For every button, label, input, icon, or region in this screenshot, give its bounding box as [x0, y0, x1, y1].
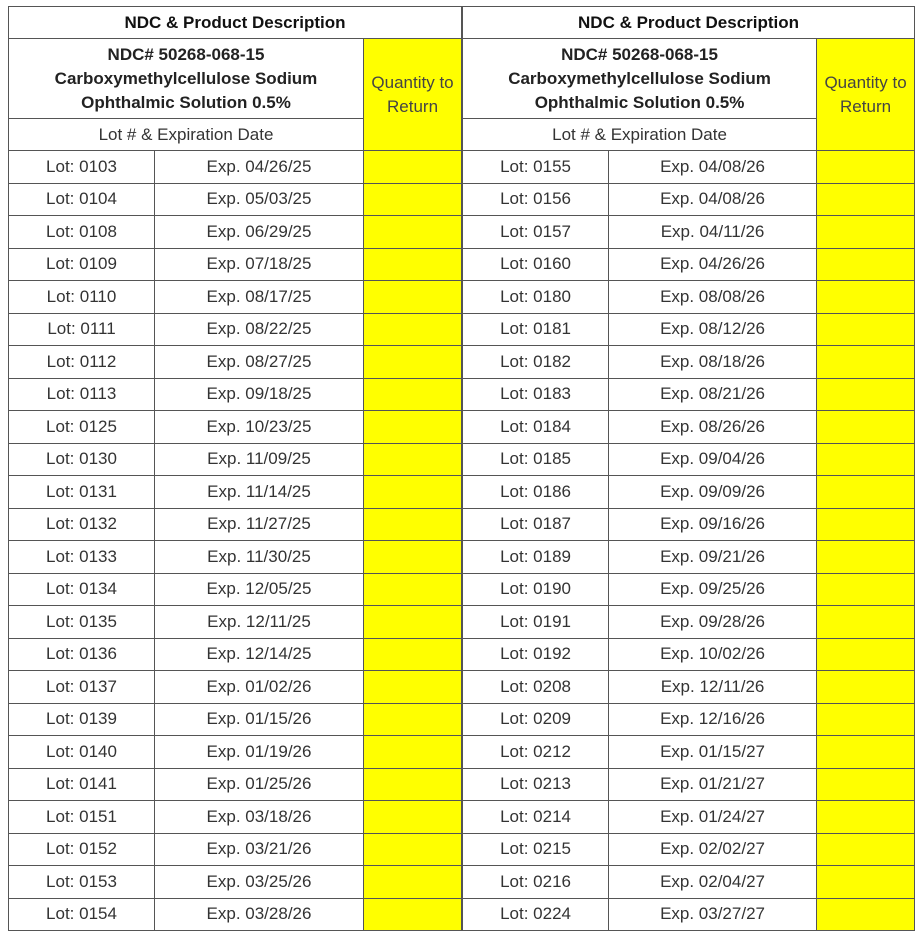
quantity-to-return-cell[interactable]: [364, 866, 462, 899]
lot-row: [463, 638, 915, 671]
section-title: NDC & Product Description: [463, 7, 915, 39]
expiration-date: Exp. 09/04/26: [609, 443, 817, 476]
lot-row: [9, 508, 462, 541]
lot-number: Lot: 0156: [463, 183, 609, 216]
expiration-date: Exp. 04/11/26: [609, 216, 817, 249]
quantity-to-return-cell[interactable]: [364, 216, 462, 249]
lot-exp-header: Lot # & Expiration Date: [463, 119, 817, 151]
section-title: NDC & Product Description: [9, 7, 462, 39]
expiration-date: Exp. 02/04/27: [609, 866, 817, 899]
lot-row: [463, 573, 915, 606]
lot-number: Lot: 0224: [463, 898, 609, 931]
lot-row: [9, 573, 462, 606]
product-description-row: [463, 39, 915, 119]
lot-row: [9, 866, 462, 899]
quantity-to-return-cell[interactable]: [364, 606, 462, 639]
quantity-to-return-cell[interactable]: [817, 573, 915, 606]
lot-row: [463, 281, 915, 314]
lot-number: Lot: 0133: [9, 541, 155, 574]
lot-row: [463, 866, 915, 899]
quantity-to-return-cell[interactable]: [364, 281, 462, 314]
lot-row: [463, 508, 915, 541]
lot-number: Lot: 0125: [9, 411, 155, 444]
quantity-to-return-cell[interactable]: [364, 248, 462, 281]
quantity-to-return-cell[interactable]: [364, 768, 462, 801]
expiration-date: Exp. 04/08/26: [609, 151, 817, 184]
lot-number: Lot: 0152: [9, 833, 155, 866]
quantity-to-return-cell[interactable]: [817, 216, 915, 249]
lot-number: Lot: 0104: [9, 183, 155, 216]
product-description: [463, 39, 817, 119]
expiration-date: Exp. 05/03/25: [155, 183, 364, 216]
expiration-date: Exp. 09/21/26: [609, 541, 817, 574]
lot-row: [9, 281, 462, 314]
quantity-to-return-cell[interactable]: [817, 411, 915, 444]
expiration-date: Exp. 12/11/25: [155, 606, 364, 639]
quantity-to-return-cell[interactable]: [364, 801, 462, 834]
quantity-to-return-cell[interactable]: [364, 671, 462, 704]
expiration-date: Exp. 10/23/25: [155, 411, 364, 444]
expiration-date: Exp. 08/17/25: [155, 281, 364, 314]
lot-number: Lot: 0135: [9, 606, 155, 639]
expiration-date: Exp. 08/18/26: [609, 346, 817, 379]
quantity-to-return-cell[interactable]: [817, 541, 915, 574]
right-table-body: [463, 7, 915, 931]
ndc-number: NDC# 50268-068-15: [107, 44, 265, 64]
expiration-date: Exp. 03/21/26: [155, 833, 364, 866]
product-name-line2: Ophthalmic Solution 0.5%: [534, 92, 745, 112]
quantity-to-return-cell[interactable]: [364, 573, 462, 606]
lot-number: Lot: 0136: [9, 638, 155, 671]
recall-table-left: [8, 6, 462, 931]
lot-number: Lot: 0182: [463, 346, 609, 379]
expiration-date: Exp. 01/19/26: [155, 736, 364, 769]
lot-number: Lot: 0131: [9, 476, 155, 509]
lot-row: [9, 216, 462, 249]
lot-row: [9, 801, 462, 834]
lot-row: [9, 313, 462, 346]
expiration-date: Exp. 09/18/25: [155, 378, 364, 411]
quantity-header-line1: Quantity to: [824, 72, 907, 92]
quantity-to-return-cell[interactable]: [364, 541, 462, 574]
quantity-to-return-cell[interactable]: [364, 313, 462, 346]
lot-row: [463, 606, 915, 639]
quantity-to-return-cell[interactable]: [364, 898, 462, 931]
quantity-to-return-header: [817, 39, 915, 151]
lot-number: Lot: 0160: [463, 248, 609, 281]
quantity-to-return-cell[interactable]: [817, 443, 915, 476]
expiration-date: Exp. 03/18/26: [155, 801, 364, 834]
ndc-number: NDC# 50268-068-15: [561, 44, 718, 64]
lot-row: [463, 541, 915, 574]
lot-row: [463, 346, 915, 379]
lot-row: [9, 151, 462, 184]
lot-row: [463, 378, 915, 411]
quantity-to-return-cell[interactable]: [817, 768, 915, 801]
expiration-date: Exp. 01/15/27: [609, 736, 817, 769]
quantity-to-return-cell[interactable]: [817, 313, 915, 346]
lot-number: Lot: 0134: [9, 573, 155, 606]
expiration-date: Exp. 06/29/25: [155, 216, 364, 249]
expiration-date: Exp. 01/15/26: [155, 703, 364, 736]
quantity-header-line2: Return: [387, 96, 439, 116]
expiration-date: Exp. 03/28/26: [155, 898, 364, 931]
lot-number: Lot: 0154: [9, 898, 155, 931]
lot-number: Lot: 0216: [463, 866, 609, 899]
quantity-to-return-cell[interactable]: [817, 898, 915, 931]
lot-number: Lot: 0187: [463, 508, 609, 541]
lot-number: Lot: 0214: [463, 801, 609, 834]
lot-row: [463, 248, 915, 281]
expiration-date: Exp. 08/12/26: [609, 313, 817, 346]
lot-number: Lot: 0189: [463, 541, 609, 574]
expiration-date: Exp. 08/22/25: [155, 313, 364, 346]
expiration-date: Exp. 01/25/26: [155, 768, 364, 801]
lot-row: [463, 476, 915, 509]
lot-row: [9, 703, 462, 736]
expiration-date: Exp. 10/02/26: [609, 638, 817, 671]
lot-row: [463, 736, 915, 769]
lot-row: [9, 898, 462, 931]
expiration-date: Exp. 08/21/26: [609, 378, 817, 411]
lot-number: Lot: 0181: [463, 313, 609, 346]
lot-row: [9, 378, 462, 411]
lot-row: [9, 768, 462, 801]
lot-number: Lot: 0157: [463, 216, 609, 249]
expiration-date: Exp. 02/02/27: [609, 833, 817, 866]
lot-row: [9, 638, 462, 671]
lot-number: Lot: 0208: [463, 671, 609, 704]
lot-row: [463, 313, 915, 346]
section-title-row: [463, 7, 915, 39]
lot-number: Lot: 0141: [9, 768, 155, 801]
expiration-date: Exp. 01/21/27: [609, 768, 817, 801]
recall-table-right: [462, 6, 915, 931]
product-description-row: [9, 39, 462, 119]
lot-number: Lot: 0155: [463, 151, 609, 184]
lot-number: Lot: 0180: [463, 281, 609, 314]
quantity-to-return-cell[interactable]: [364, 411, 462, 444]
expiration-date: Exp. 08/08/26: [609, 281, 817, 314]
expiration-date: Exp. 09/09/26: [609, 476, 817, 509]
lot-row: [463, 898, 915, 931]
lot-number: Lot: 0213: [463, 768, 609, 801]
lot-number: Lot: 0185: [463, 443, 609, 476]
quantity-to-return-cell[interactable]: [817, 866, 915, 899]
lot-row: [9, 671, 462, 704]
quantity-to-return-cell[interactable]: [364, 508, 462, 541]
lot-number: Lot: 0140: [9, 736, 155, 769]
quantity-to-return-cell[interactable]: [364, 703, 462, 736]
expiration-date: Exp. 01/02/26: [155, 671, 364, 704]
expiration-date: Exp. 12/16/26: [609, 703, 817, 736]
quantity-to-return-cell[interactable]: [364, 476, 462, 509]
lot-number: Lot: 0139: [9, 703, 155, 736]
lot-number: Lot: 0215: [463, 833, 609, 866]
quantity-to-return-cell[interactable]: [364, 736, 462, 769]
quantity-to-return-cell[interactable]: [817, 801, 915, 834]
quantity-to-return-cell[interactable]: [817, 736, 915, 769]
expiration-date: Exp. 07/18/25: [155, 248, 364, 281]
quantity-to-return-cell[interactable]: [817, 183, 915, 216]
lot-number: Lot: 0103: [9, 151, 155, 184]
lot-row: [463, 216, 915, 249]
expiration-date: Exp. 08/27/25: [155, 346, 364, 379]
lot-row: [463, 671, 915, 704]
lot-number: Lot: 0132: [9, 508, 155, 541]
recall-tables: [8, 6, 915, 931]
expiration-date: Exp. 11/09/25: [155, 443, 364, 476]
expiration-date: Exp. 03/25/26: [155, 866, 364, 899]
lot-number: Lot: 0108: [9, 216, 155, 249]
expiration-date: Exp. 09/28/26: [609, 606, 817, 639]
lot-number: Lot: 0186: [463, 476, 609, 509]
lot-number: Lot: 0110: [9, 281, 155, 314]
quantity-to-return-cell[interactable]: [364, 151, 462, 184]
lot-row: [463, 801, 915, 834]
quantity-to-return-cell[interactable]: [364, 443, 462, 476]
quantity-to-return-cell[interactable]: [817, 671, 915, 704]
expiration-date: Exp. 12/05/25: [155, 573, 364, 606]
quantity-to-return-cell[interactable]: [817, 833, 915, 866]
section-title-row: [9, 7, 462, 39]
lot-number: Lot: 0111: [9, 313, 155, 346]
expiration-date: Exp. 08/26/26: [609, 411, 817, 444]
expiration-date: Exp. 09/16/26: [609, 508, 817, 541]
lot-row: [463, 833, 915, 866]
lot-row: [9, 606, 462, 639]
left-table-body: [9, 7, 462, 931]
product-name-line1: Carboxymethylcellulose Sodium: [508, 68, 771, 88]
quantity-to-return-cell[interactable]: [817, 703, 915, 736]
lot-number: Lot: 0112: [9, 346, 155, 379]
expiration-date: Exp. 12/11/26: [609, 671, 817, 704]
lot-number: Lot: 0183: [463, 378, 609, 411]
quantity-to-return-cell[interactable]: [817, 378, 915, 411]
lot-number: Lot: 0151: [9, 801, 155, 834]
quantity-header-line1: Quantity to: [371, 72, 454, 92]
lot-number: Lot: 0191: [463, 606, 609, 639]
lot-number: Lot: 0212: [463, 736, 609, 769]
lot-number: Lot: 0192: [463, 638, 609, 671]
expiration-date: Exp. 11/30/25: [155, 541, 364, 574]
lot-row: [9, 183, 462, 216]
quantity-to-return-cell[interactable]: [817, 151, 915, 184]
expiration-date: Exp. 04/08/26: [609, 183, 817, 216]
quantity-header-line2: Return: [840, 96, 892, 116]
expiration-date: Exp. 04/26/25: [155, 151, 364, 184]
lot-row: [463, 411, 915, 444]
lot-row: [463, 768, 915, 801]
lot-row: [9, 411, 462, 444]
lot-row: [9, 248, 462, 281]
quantity-to-return-cell[interactable]: [817, 508, 915, 541]
expiration-date: Exp. 12/14/25: [155, 638, 364, 671]
quantity-to-return-cell[interactable]: [817, 281, 915, 314]
lot-row: [9, 833, 462, 866]
lot-row: [463, 151, 915, 184]
quantity-to-return-cell[interactable]: [364, 346, 462, 379]
lot-row: [9, 476, 462, 509]
quantity-to-return-cell[interactable]: [817, 248, 915, 281]
quantity-to-return-cell[interactable]: [817, 606, 915, 639]
lot-number: Lot: 0184: [463, 411, 609, 444]
quantity-to-return-cell[interactable]: [364, 378, 462, 411]
lot-number: Lot: 0153: [9, 866, 155, 899]
lot-row: [463, 443, 915, 476]
expiration-date: Exp. 11/27/25: [155, 508, 364, 541]
product-description: [9, 39, 364, 119]
lot-row: [9, 346, 462, 379]
lot-row: [9, 541, 462, 574]
quantity-to-return-cell[interactable]: [364, 833, 462, 866]
quantity-to-return-cell[interactable]: [817, 476, 915, 509]
expiration-date: Exp. 11/14/25: [155, 476, 364, 509]
lot-row: [463, 183, 915, 216]
quantity-to-return-cell[interactable]: [817, 346, 915, 379]
product-name-line2: Ophthalmic Solution 0.5%: [81, 92, 291, 112]
lot-row: [9, 736, 462, 769]
quantity-to-return-cell[interactable]: [364, 183, 462, 216]
quantity-to-return-header: [364, 39, 462, 151]
lot-number: Lot: 0113: [9, 378, 155, 411]
lot-number: Lot: 0190: [463, 573, 609, 606]
expiration-date: Exp. 04/26/26: [609, 248, 817, 281]
lot-number: Lot: 0209: [463, 703, 609, 736]
lot-number: Lot: 0109: [9, 248, 155, 281]
expiration-date: Exp. 01/24/27: [609, 801, 817, 834]
quantity-to-return-cell[interactable]: [817, 638, 915, 671]
lot-row: [463, 703, 915, 736]
lot-number: Lot: 0130: [9, 443, 155, 476]
expiration-date: Exp. 03/27/27: [609, 898, 817, 931]
lot-row: [9, 443, 462, 476]
quantity-to-return-cell[interactable]: [364, 638, 462, 671]
lot-exp-header: Lot # & Expiration Date: [9, 119, 364, 151]
lot-number: Lot: 0137: [9, 671, 155, 704]
expiration-date: Exp. 09/25/26: [609, 573, 817, 606]
product-name-line1: Carboxymethylcellulose Sodium: [54, 68, 318, 88]
